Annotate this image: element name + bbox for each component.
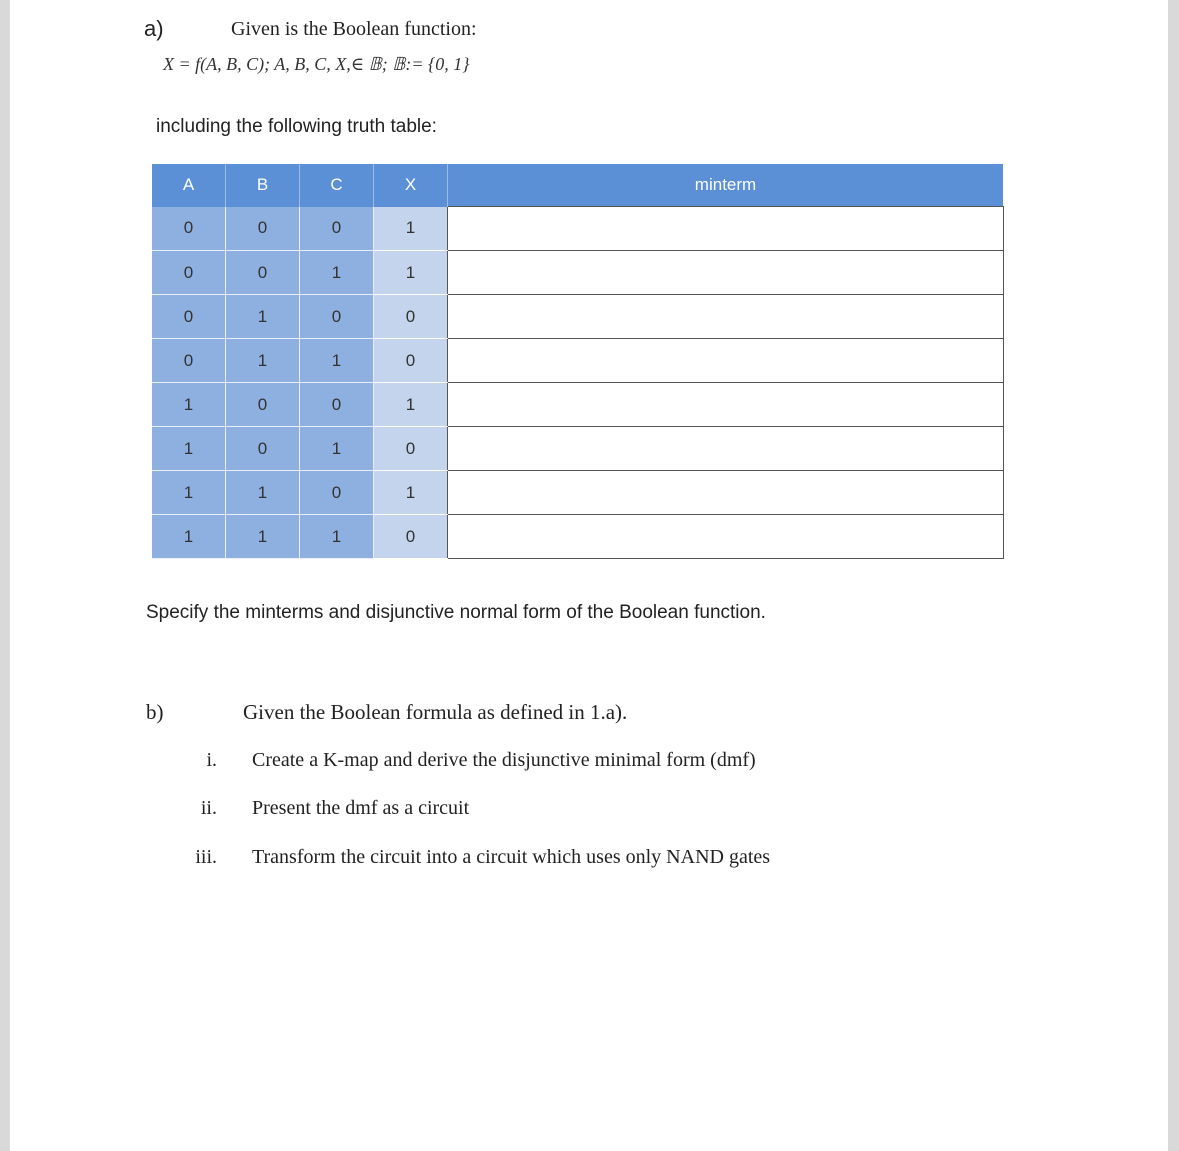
item-number: i. xyxy=(206,749,217,771)
cell-a: 0 xyxy=(152,251,226,295)
cell-x: 1 xyxy=(374,251,448,295)
cell-c: 1 xyxy=(300,339,374,383)
minterm-cell[interactable] xyxy=(448,251,1004,295)
cell-b: 1 xyxy=(226,471,300,515)
table-row xyxy=(152,295,1003,339)
item-number: ii. xyxy=(200,797,217,819)
task-a-text: Specify the minterms and disjunctive normal form of the Boolean function. xyxy=(146,602,766,623)
cell-a: 0 xyxy=(152,339,226,383)
cell-c: 1 xyxy=(300,427,374,471)
header-a: A xyxy=(152,164,226,207)
part-a-intro: Given is the Boolean function: xyxy=(231,18,477,40)
minterm-cell[interactable] xyxy=(448,383,1004,427)
minterm-cell[interactable] xyxy=(448,515,1004,559)
item-number: iii. xyxy=(195,846,217,868)
item-text: Present the dmf as a circuit xyxy=(252,797,470,819)
cell-b: 0 xyxy=(226,427,300,471)
part-a-label: a) xyxy=(144,16,164,41)
table-row xyxy=(152,383,1003,427)
cell-c: 0 xyxy=(300,295,374,339)
header-minterm: minterm xyxy=(448,164,1004,207)
header-c: C xyxy=(300,164,374,207)
truth-table-header-row xyxy=(152,164,1003,207)
minterm-cell[interactable] xyxy=(448,339,1004,383)
cell-x: 1 xyxy=(374,207,448,251)
cell-b: 0 xyxy=(226,207,300,251)
minterm-cell[interactable] xyxy=(448,471,1004,515)
cell-a: 1 xyxy=(152,383,226,427)
minterm-cell[interactable] xyxy=(448,295,1004,339)
cell-a: 1 xyxy=(152,515,226,559)
cell-x: 0 xyxy=(374,515,448,559)
cell-b: 1 xyxy=(226,295,300,339)
cell-b: 1 xyxy=(226,515,300,559)
function-definition: X = f(A, B, C); A, B, C, X,∈ 𝔹; 𝔹:= {0, 1} xyxy=(163,54,470,74)
cell-b: 0 xyxy=(226,383,300,427)
cell-b: 0 xyxy=(226,251,300,295)
truth-table xyxy=(152,164,1004,559)
part-b-label: b) xyxy=(146,700,164,724)
header-x: X xyxy=(374,164,448,207)
cell-c: 1 xyxy=(300,251,374,295)
header-b: B xyxy=(226,164,300,207)
cell-a: 1 xyxy=(152,427,226,471)
cell-a: 1 xyxy=(152,471,226,515)
cell-c: 0 xyxy=(300,383,374,427)
item-text: Create a K-map and derive the disjunctive minimal form (dmf) xyxy=(252,749,756,771)
table-row xyxy=(152,471,1003,515)
table-row xyxy=(152,427,1003,471)
cell-c: 0 xyxy=(300,207,374,251)
item-text: Transform the circuit into a circuit which uses only NAND gates xyxy=(252,846,771,868)
table-row xyxy=(152,339,1003,383)
table-row xyxy=(152,207,1003,251)
minterm-cell[interactable] xyxy=(448,207,1004,251)
cell-x: 0 xyxy=(374,427,448,471)
cell-x: 0 xyxy=(374,339,448,383)
minterm-cell[interactable] xyxy=(448,427,1004,471)
cell-x: 1 xyxy=(374,383,448,427)
cell-a: 0 xyxy=(152,207,226,251)
cell-c: 1 xyxy=(300,515,374,559)
truth-table-intro: including the following truth table: xyxy=(156,116,437,137)
table-row xyxy=(152,515,1003,559)
cell-a: 0 xyxy=(152,295,226,339)
table-row xyxy=(152,251,1003,295)
document-page xyxy=(10,0,1168,1151)
cell-x: 1 xyxy=(374,471,448,515)
cell-b: 1 xyxy=(226,339,300,383)
cell-c: 0 xyxy=(300,471,374,515)
part-b-intro: Given the Boolean formula as defined in 1.a). xyxy=(243,700,628,724)
cell-x: 0 xyxy=(374,295,448,339)
